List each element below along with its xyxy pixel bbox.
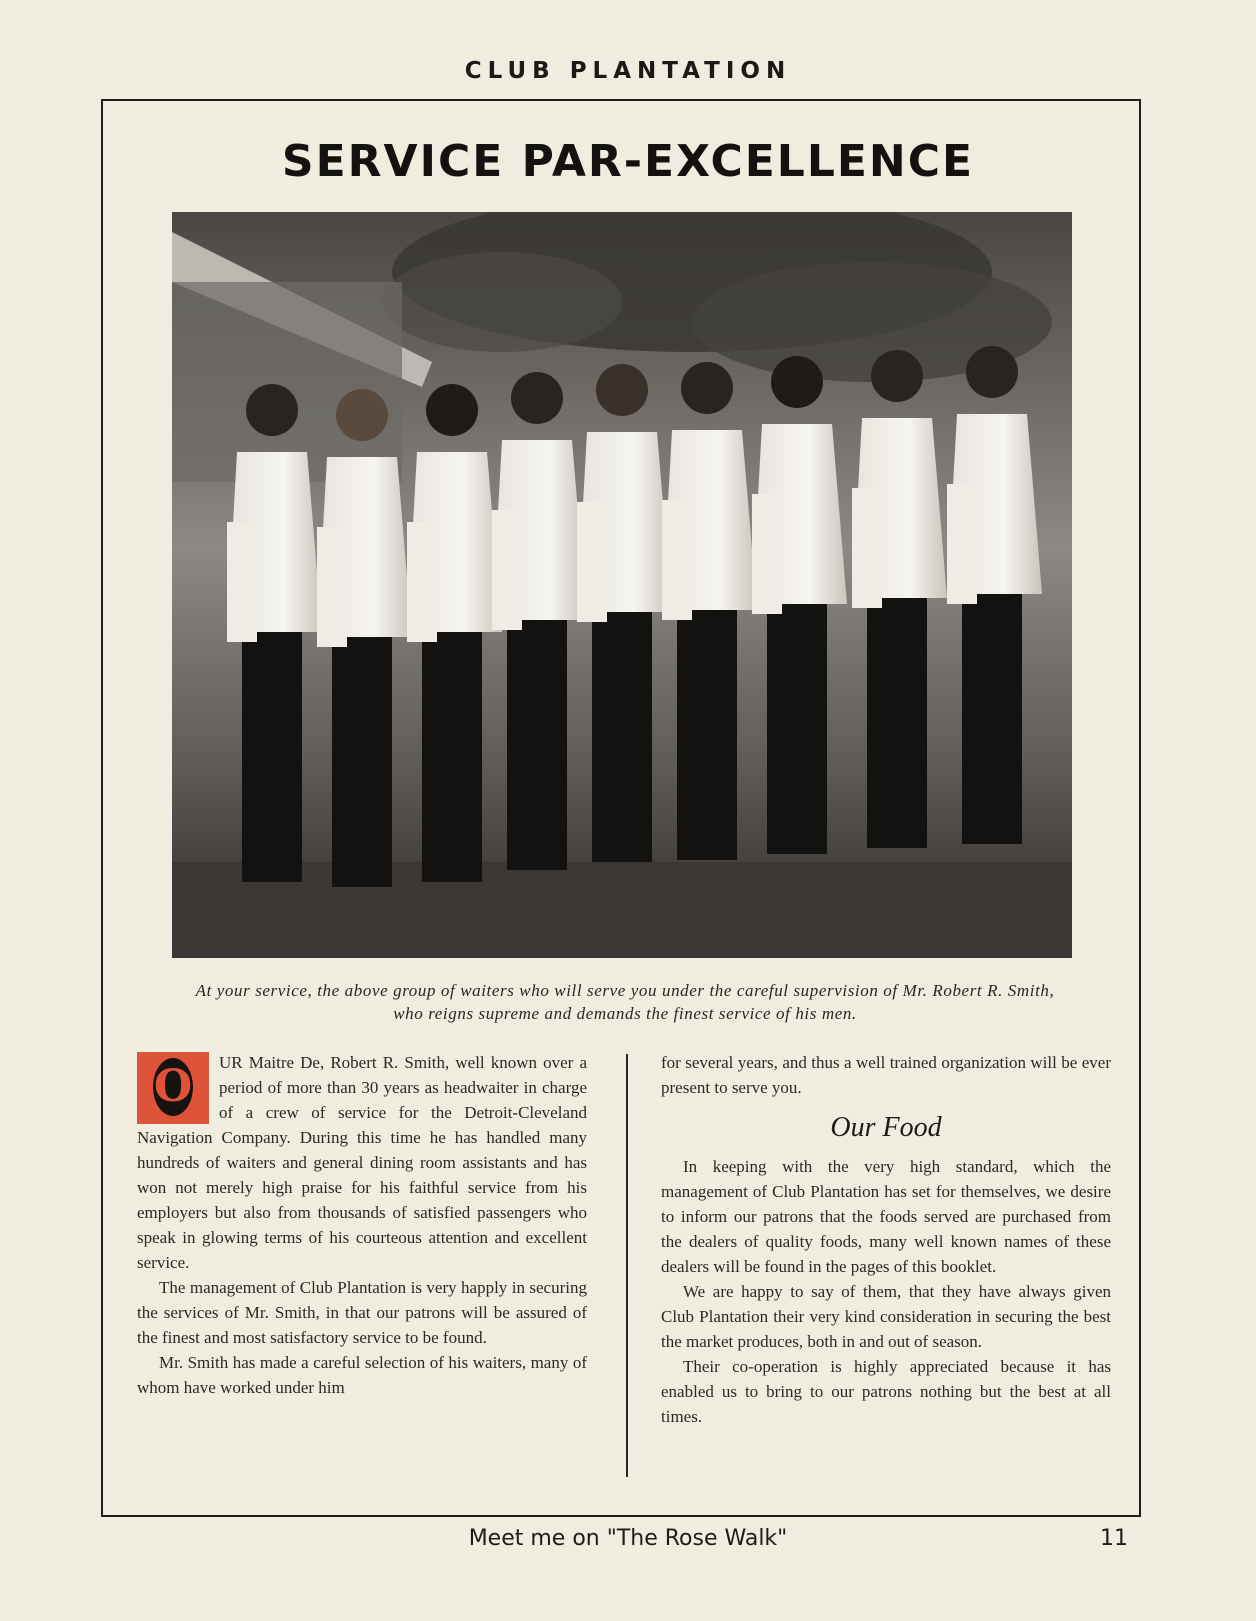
paragraph-continued: for several years, and thus a well trained organization will be ever present to serve you.: [661, 1053, 1111, 1097]
running-head: CLUB PLANTATION: [464, 58, 792, 84]
page-number: 11: [1100, 1526, 1128, 1551]
paragraph-dealers: We are happy to say of them, that they have always given Club Plantation their very kind consideration in securing the best the market produces, both in and out of season.: [661, 1282, 1111, 1351]
left-column: [137, 1050, 587, 1400]
drop-cap-ornament: [137, 1052, 209, 1124]
photo-caption: At your service, the above group of waiters who will serve you under the careful supervision of Mr. Robert R. Smith, who reigns supreme and demands the finest service of his men.: [195, 981, 1055, 1023]
drop-cap-letter: O: [153, 1058, 193, 1116]
footer-slogan: Meet me on "The Rose Walk": [468, 1526, 788, 1551]
column-divider: [626, 1054, 628, 1477]
intro-paragraph: [137, 1050, 587, 1275]
paragraph-management: The management of Club Plantation is very happly in securing the services of Mr. Smith, in that our patrons will be assured of the finest and most satisfactory service to be found.: [137, 1278, 587, 1347]
waiters-group-photo: [172, 212, 1072, 958]
paragraph-selection: Mr. Smith has made a careful selection of his waiters, many of whom have worked under him: [137, 1353, 587, 1397]
page-title: SERVICE PAR-EXCELLENCE: [281, 136, 975, 187]
right-column: [661, 1050, 1111, 1429]
paragraph-cooperation: Their co-operation is highly appreciated because it has enabled us to bring to our patrons nothing but the best at all times.: [661, 1357, 1111, 1426]
intro-text: UR Maitre De, Robert R. Smith, well known over a period of more than 30 years as headwaiter in charge of a crew of service for the Detroit-Cleveland Navigation Company. During this time he has handled many hundreds of waiters and general dining room assistants and has won not merely high praise for his faithful service from his employers but also from thousands of satisfied passengers who speak in glowing terms of his courteous attention and excellent service.: [137, 1053, 587, 1272]
paragraph-standard: In keeping with the very high standard, which the management of Club Plantation has set for themselves, we desire to inform our patrons that the foods served are purchased from the dealers of quality foods, many well known names of these dealers will be found in the pages of this booklet.: [661, 1157, 1111, 1276]
section-heading-our-food: Our Food: [830, 1112, 942, 1143]
